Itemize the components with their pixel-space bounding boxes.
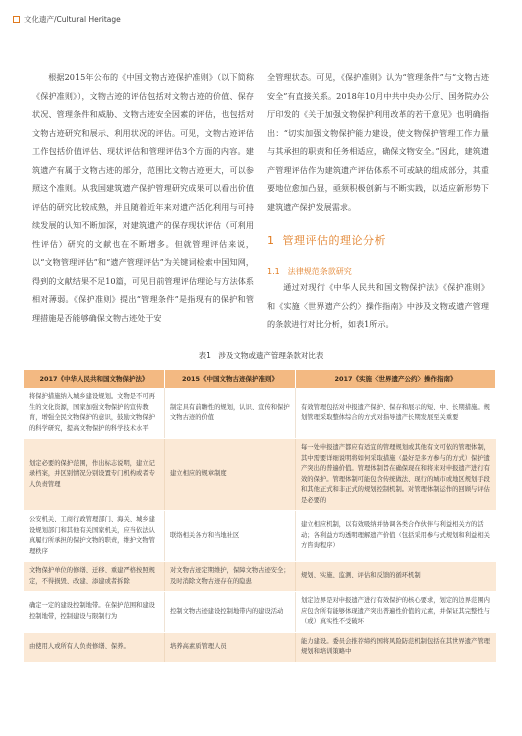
comparison-table [24, 370, 496, 663]
left-paragraph: 根据2015年公布的《中国文物古迹保护准则》（以下简称《保护准则》），文物古迹的评估包括对文物古迹的价值、保存状况、管理条件和威胁、文物古迹安全因素的评估，也包括对文物古迹研究和展示、利用状况的评估。可见，文物古迹评估工作包括价值评估、现状评估和管理评估3个方面的内容。建筑遗产有属于文物古迹的部分，范围比文物古迹更大，可以参照这个准则。从我国建筑遗产保护管理研究成果可以看出价值评估的研究比较成熟，并且随着近年来对遗产活化利用与可持续发展的认知不断加深，对建筑遗产的保存现状评估（可利用性评估）研究的文献也在不断增多。但就管理评估来说，以“文物管理评估”和“遗产管理评估”为关键词检索中国知网，得到的文献结果不足10篇，可见目前管理评估理论与方法体系相对薄弱。《保护准则》提出“管理条件”是指现有的保护和管理措施是否能够确保文物古迹处于安 [32, 72, 254, 323]
table-cell: 建立相应的规章制度 [165, 439, 296, 511]
section-title: 管理评估的理论分析 [282, 234, 386, 247]
table-row [24, 511, 496, 562]
table-cell: 划定必要的保护范围，作出标志说明，建立记录档案，并区别情况分别设置专门机构或者专人负责管理 [24, 439, 165, 511]
table-cell: 公安机关、工商行政管理部门、海关、城乡建设规划部门和其他有关国家机关，应当依法认真履行所承担的保护文物的职责，维护文物管理秩序 [24, 511, 165, 562]
section-heading [267, 232, 386, 248]
table-row [24, 592, 496, 633]
subsection-heading [267, 266, 352, 277]
table-row [24, 562, 496, 592]
table-header-cell: 2015《中国文物古迹保护准则》 [165, 370, 296, 388]
table-cell: 将保护措施纳入城乡建设规划。文物是不可再生的文化资源，国家加强文物保护的宣传教育，增强全民文物保护的意识，鼓励文物保护的科学研究，提高文物保护的科学技术水平 [24, 388, 165, 439]
table-cell: 由使用人或所有人负责修缮、保养。 [24, 632, 165, 662]
right-paragraph-2: 通过对现行《中华人民共和国文物保护法》《保护准则》和《实施〈世界遗产公约〉操作指南》中涉及文物或遗产管理的条款进行对比分析，如表1所示。 [267, 282, 489, 329]
table-header-row [24, 370, 496, 388]
page-header [13, 14, 121, 25]
table-row [24, 388, 496, 439]
table-row [24, 439, 496, 511]
table-cell: 能力建设。委员会推荐缔约国将风险防范机制包括在其世界遗产管理规划和培训策略中 [296, 632, 496, 662]
right-column-top [267, 68, 489, 216]
table-cell: 规划、实施、监测、评估和反馈的循环机制 [296, 562, 496, 592]
table-cell: 建立相应机制，以有效吸纳并协调各类合作伙伴与利益相关方的活动；各利益方均透明理解遗产价值（包括采用参与式规划和利益相关方咨询程序） [296, 511, 496, 562]
right-column-bottom [267, 278, 489, 334]
table-cell: 有效管理包括对申报遗产保护、保存和展示的短、中、长期措施。规划管理采取整体综合的方式对指导遗产长期发展至关重要 [296, 388, 496, 439]
right-paragraph-1: 全管理状态。可见，《保护准则》认为“管理条件”与“文物古迹安全”有直接关系。2018年10月中共中央办公厅、国务院办公厅印发的《关于加强文物保护利用改革的若干意见》也明确指出：“切实加强文物保护能力建设，使文物保护管理工作力量与其承担的职责和任务相适应，确保文物安全。”因此，建筑遗产管理评估作为建筑遗产评估体系不可或缺的组成部分，其重要地位愈加凸显，亟须积极创新与不断实践，以适应新形势下建筑遗产保护发展需求。 [267, 72, 489, 212]
table-cell: 控制文物古迹建设控制地带内的建设活动 [165, 592, 296, 633]
header-square-icon [13, 16, 20, 23]
left-column [32, 68, 254, 327]
table-header-cell: 2017《实施〈世界遗产公约〉操作指南》 [296, 370, 496, 388]
table-cell: 划定边界是对申报遗产进行有效保护的核心要求，划定的边界范围内应包含所有能够体现遗产突出普遍性价值的元素，并保证其完整性与（或）真实性不受破坏 [296, 592, 496, 633]
table-row [24, 632, 496, 662]
table-cell: 确定一定的建设控制地带。在保护范围和建设控制地带，控制建设与限制行为 [24, 592, 165, 633]
table-cell: 对文物古迹定期维护，保障文物古迹安全；及时消除文物古迹存在的隐患 [165, 562, 296, 592]
table-cell: 每一处申报遗产都应有适宜的管理规划或其他有文可依的管理体制，其中需要详细说明将如何采取措施（最好是多方参与的方式）保护遗产突出的普遍价值。管理体制旨在确保现在和将来对申报遗产进行有效的保护。管理体制可能包含传统做法、现行的城市或地区规划手段和其他正式和非正式的规划控制机制。对管理体制运作的回顾与评估是必要的 [296, 439, 496, 511]
table-header-cell: 2017《中华人民共和国文物保护法》 [24, 370, 165, 388]
table-cell: 制定具有前瞻性的规划，认识、宣传和保护文物古迹的价值 [165, 388, 296, 439]
table-cell: 文物保护单位的修缮、迁移、重建严格按照规定，不得损毁、改建、添建或者拆除 [24, 562, 165, 592]
table-caption: 表1 涉及文物或遗产管理条款对比表 [198, 351, 324, 360]
section-number: 1 [267, 234, 275, 247]
subsection-number: 1.1 [267, 267, 280, 276]
table-cell: 联络相关各方和当地社区 [165, 511, 296, 562]
table-cell: 培养高素质管理人员 [165, 632, 296, 662]
header-title: 文化遗产/Cultural Heritage [24, 15, 121, 24]
subsection-title: 法律规范条款研究 [287, 267, 352, 276]
